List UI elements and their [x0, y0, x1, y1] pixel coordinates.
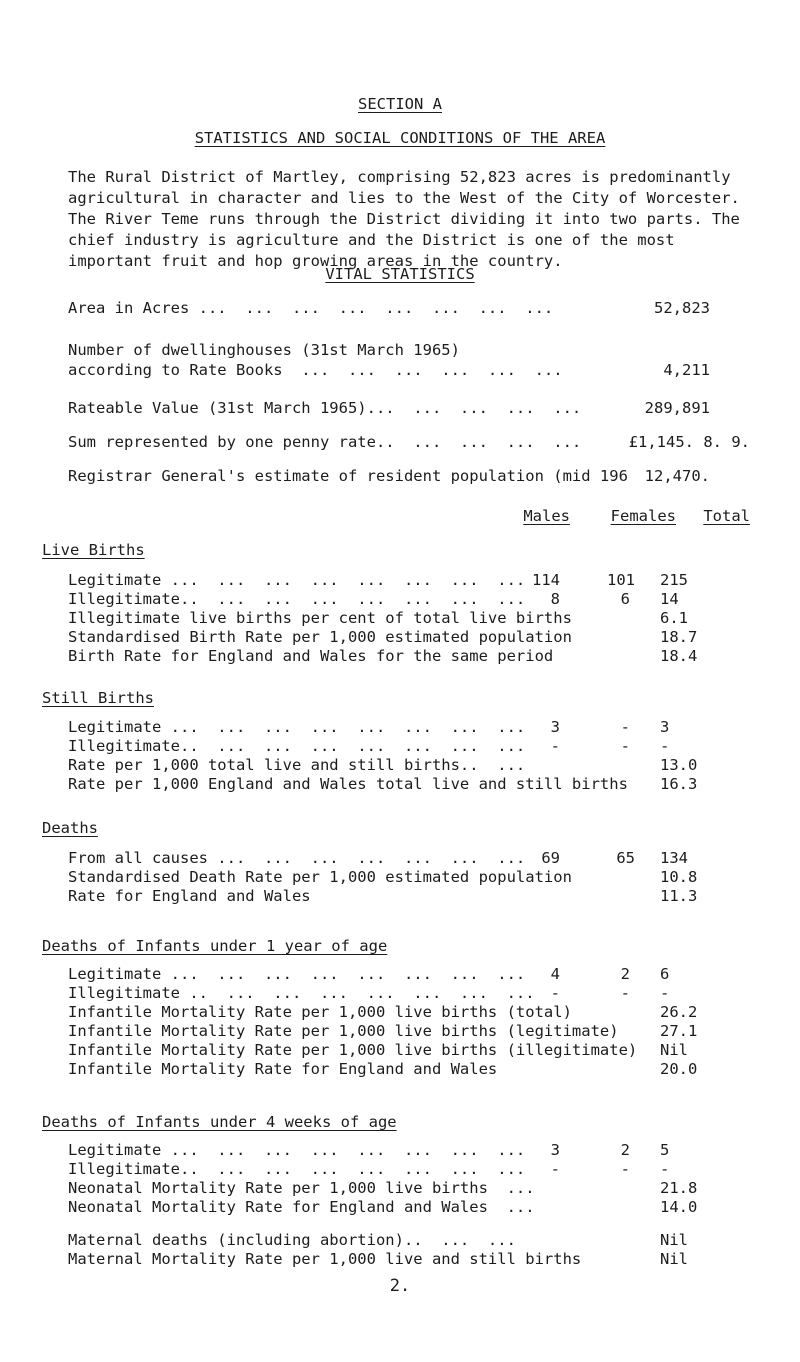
total-value: - [660, 737, 670, 755]
males-column-header: Males [523, 507, 570, 525]
section-heading: Still Births [42, 689, 154, 707]
total-value: Nil [660, 1041, 688, 1059]
males-value: 114 [532, 571, 560, 589]
table-row-label: Legitimate ... ... ... ... ... ... ... ... [68, 965, 526, 983]
females-value: - [620, 1160, 630, 1178]
table-row-label: Illegitimate.. ... ... ... ... ... ... ... [68, 590, 526, 608]
table-row-label: Maternal Mortality Rate per 1,000 live and still births [68, 1250, 582, 1268]
total-value: 18.4 [660, 647, 698, 665]
summary-value: 4,211 [663, 361, 710, 379]
vital-statistics-heading: VITAL STATISTICS [325, 265, 475, 283]
table-row-label: Infantile Mortality Rate per 1,000 live births (legitimate) [68, 1022, 619, 1040]
males-value: 3 [550, 718, 560, 736]
table-row-label: Rate per 1,000 England and Wales total live and still births [68, 775, 628, 793]
males-value: - [550, 737, 560, 755]
table-row-label: Legitimate ... ... ... ... ... ... ... ... [68, 1141, 526, 1159]
table-row-label: From all causes ... ... ... ... ... ... ... [68, 849, 526, 867]
table-row-label: Birth Rate for England and Wales for the same period [68, 647, 554, 665]
total-value: 26.2 [660, 1003, 698, 1021]
table-row-label: Illegitimate .. ... ... ... ... ... ... ... [68, 984, 535, 1002]
summary-value: 52,823 [654, 299, 710, 317]
total-value: 3 [660, 718, 670, 736]
table-row-label: Rate per 1,000 total live and still births.. ... [68, 756, 526, 774]
females-value: 2 [620, 1141, 630, 1159]
table-row-label: Infantile Mortality Rate for England and Wales [68, 1060, 498, 1078]
summary-label: Number of dwellinghouses (31st March 1965) [68, 341, 460, 359]
total-value: Nil [660, 1250, 688, 1268]
section-heading: Deaths of Infants under 1 year of age [42, 937, 388, 955]
total-value: 16.3 [660, 775, 698, 793]
table-row-label: Standardised Death Rate per 1,000 estimated population [68, 868, 572, 886]
summary-value: 289,891 [644, 399, 710, 417]
table-row-label: Illegitimate.. ... ... ... ... ... ... ... [68, 737, 526, 755]
table-row-label: Maternal deaths (including abortion).. ... ... [68, 1231, 516, 1249]
total-value: 6 [660, 965, 670, 983]
females-value: - [620, 718, 630, 736]
males-value: - [550, 1160, 560, 1178]
total-value: 134 [660, 849, 688, 867]
page-subtitle: STATISTICS AND SOCIAL CONDITIONS OF THE AREA [194, 129, 606, 147]
males-value: 8 [550, 590, 560, 608]
total-value: 13.0 [660, 756, 698, 774]
males-value: 4 [550, 965, 560, 983]
total-value: 5 [660, 1141, 670, 1159]
table-row-label: Infantile Mortality Rate per 1,000 live births (illegitimate) [68, 1041, 638, 1059]
females-value: 65 [616, 849, 635, 867]
summary-label: Rateable Value (31st March 1965)... ... ... ... ... [68, 399, 582, 417]
summary-label: Registrar General's estimate of resident population (mid 196 [68, 467, 628, 485]
females-value: 2 [620, 965, 630, 983]
section-heading: Live Births [42, 541, 145, 559]
table-row-label: Legitimate ... ... ... ... ... ... ... ... [68, 718, 526, 736]
total-value: 20.0 [660, 1060, 698, 1078]
females-value: - [620, 984, 630, 1002]
summary-value: 12,470. [644, 467, 710, 485]
total-value: 27.1 [660, 1022, 698, 1040]
total-value: - [660, 1160, 670, 1178]
intro-paragraph: The Rural District of Martley, comprising 52,823 acres is predominantly agricultural in character and lies to the West of the City of Worcester. The River Teme runs through the District dividing it into two parts. The chief industry is agriculture and the District is one of the most important fruit and hop growing areas in the country. [68, 168, 740, 270]
males-value: 3 [550, 1141, 560, 1159]
page-number: 2. [389, 1276, 411, 1296]
table-row-label: Standardised Birth Rate per 1,000 estimated population [68, 628, 572, 646]
males-value: 69 [541, 849, 560, 867]
total-value: 6.1 [660, 609, 688, 627]
total-column-header: Total [703, 507, 750, 525]
total-value: - [660, 984, 670, 1002]
total-value: 14 [660, 590, 679, 608]
total-value: 11.3 [660, 887, 698, 905]
total-value: 215 [660, 571, 688, 589]
table-row-label: Rate for England and Wales [68, 887, 311, 905]
total-value: 10.8 [660, 868, 698, 886]
females-column-header: Females [610, 507, 676, 525]
females-value: - [620, 737, 630, 755]
males-value: - [550, 984, 560, 1002]
section-heading: Deaths [42, 819, 98, 837]
table-row-label: Legitimate ... ... ... ... ... ... ... ... [68, 571, 526, 589]
summary-label: Area in Acres ... ... ... ... ... ... ... ... [68, 299, 554, 317]
total-value: Nil [660, 1231, 688, 1249]
table-row-label: Illegitimate.. ... ... ... ... ... ... ... [68, 1160, 526, 1178]
summary-label-continued: according to Rate Books ... ... ... ... ... ... [68, 361, 563, 379]
table-row-label: Neonatal Mortality Rate per 1,000 live births ... [68, 1179, 535, 1197]
table-row-label: Neonatal Mortality Rate for England and Wales ... [68, 1198, 535, 1216]
females-value: 101 [607, 571, 635, 589]
section-heading: Deaths of Infants under 4 weeks of age [42, 1113, 397, 1131]
table-row-label: Infantile Mortality Rate per 1,000 live births (total) [68, 1003, 572, 1021]
summary-label: Sum represented by one penny rate.. ... ... ... ... [68, 433, 582, 451]
total-value: 21.8 [660, 1179, 698, 1197]
total-value: 14.0 [660, 1198, 698, 1216]
females-value: 6 [620, 590, 630, 608]
section-title: SECTION A [358, 95, 442, 113]
summary-value: £1,145. 8. 9. [628, 433, 750, 451]
table-row-label: Illegitimate live births per cent of total live births [68, 609, 572, 627]
total-value: 18.7 [660, 628, 698, 646]
